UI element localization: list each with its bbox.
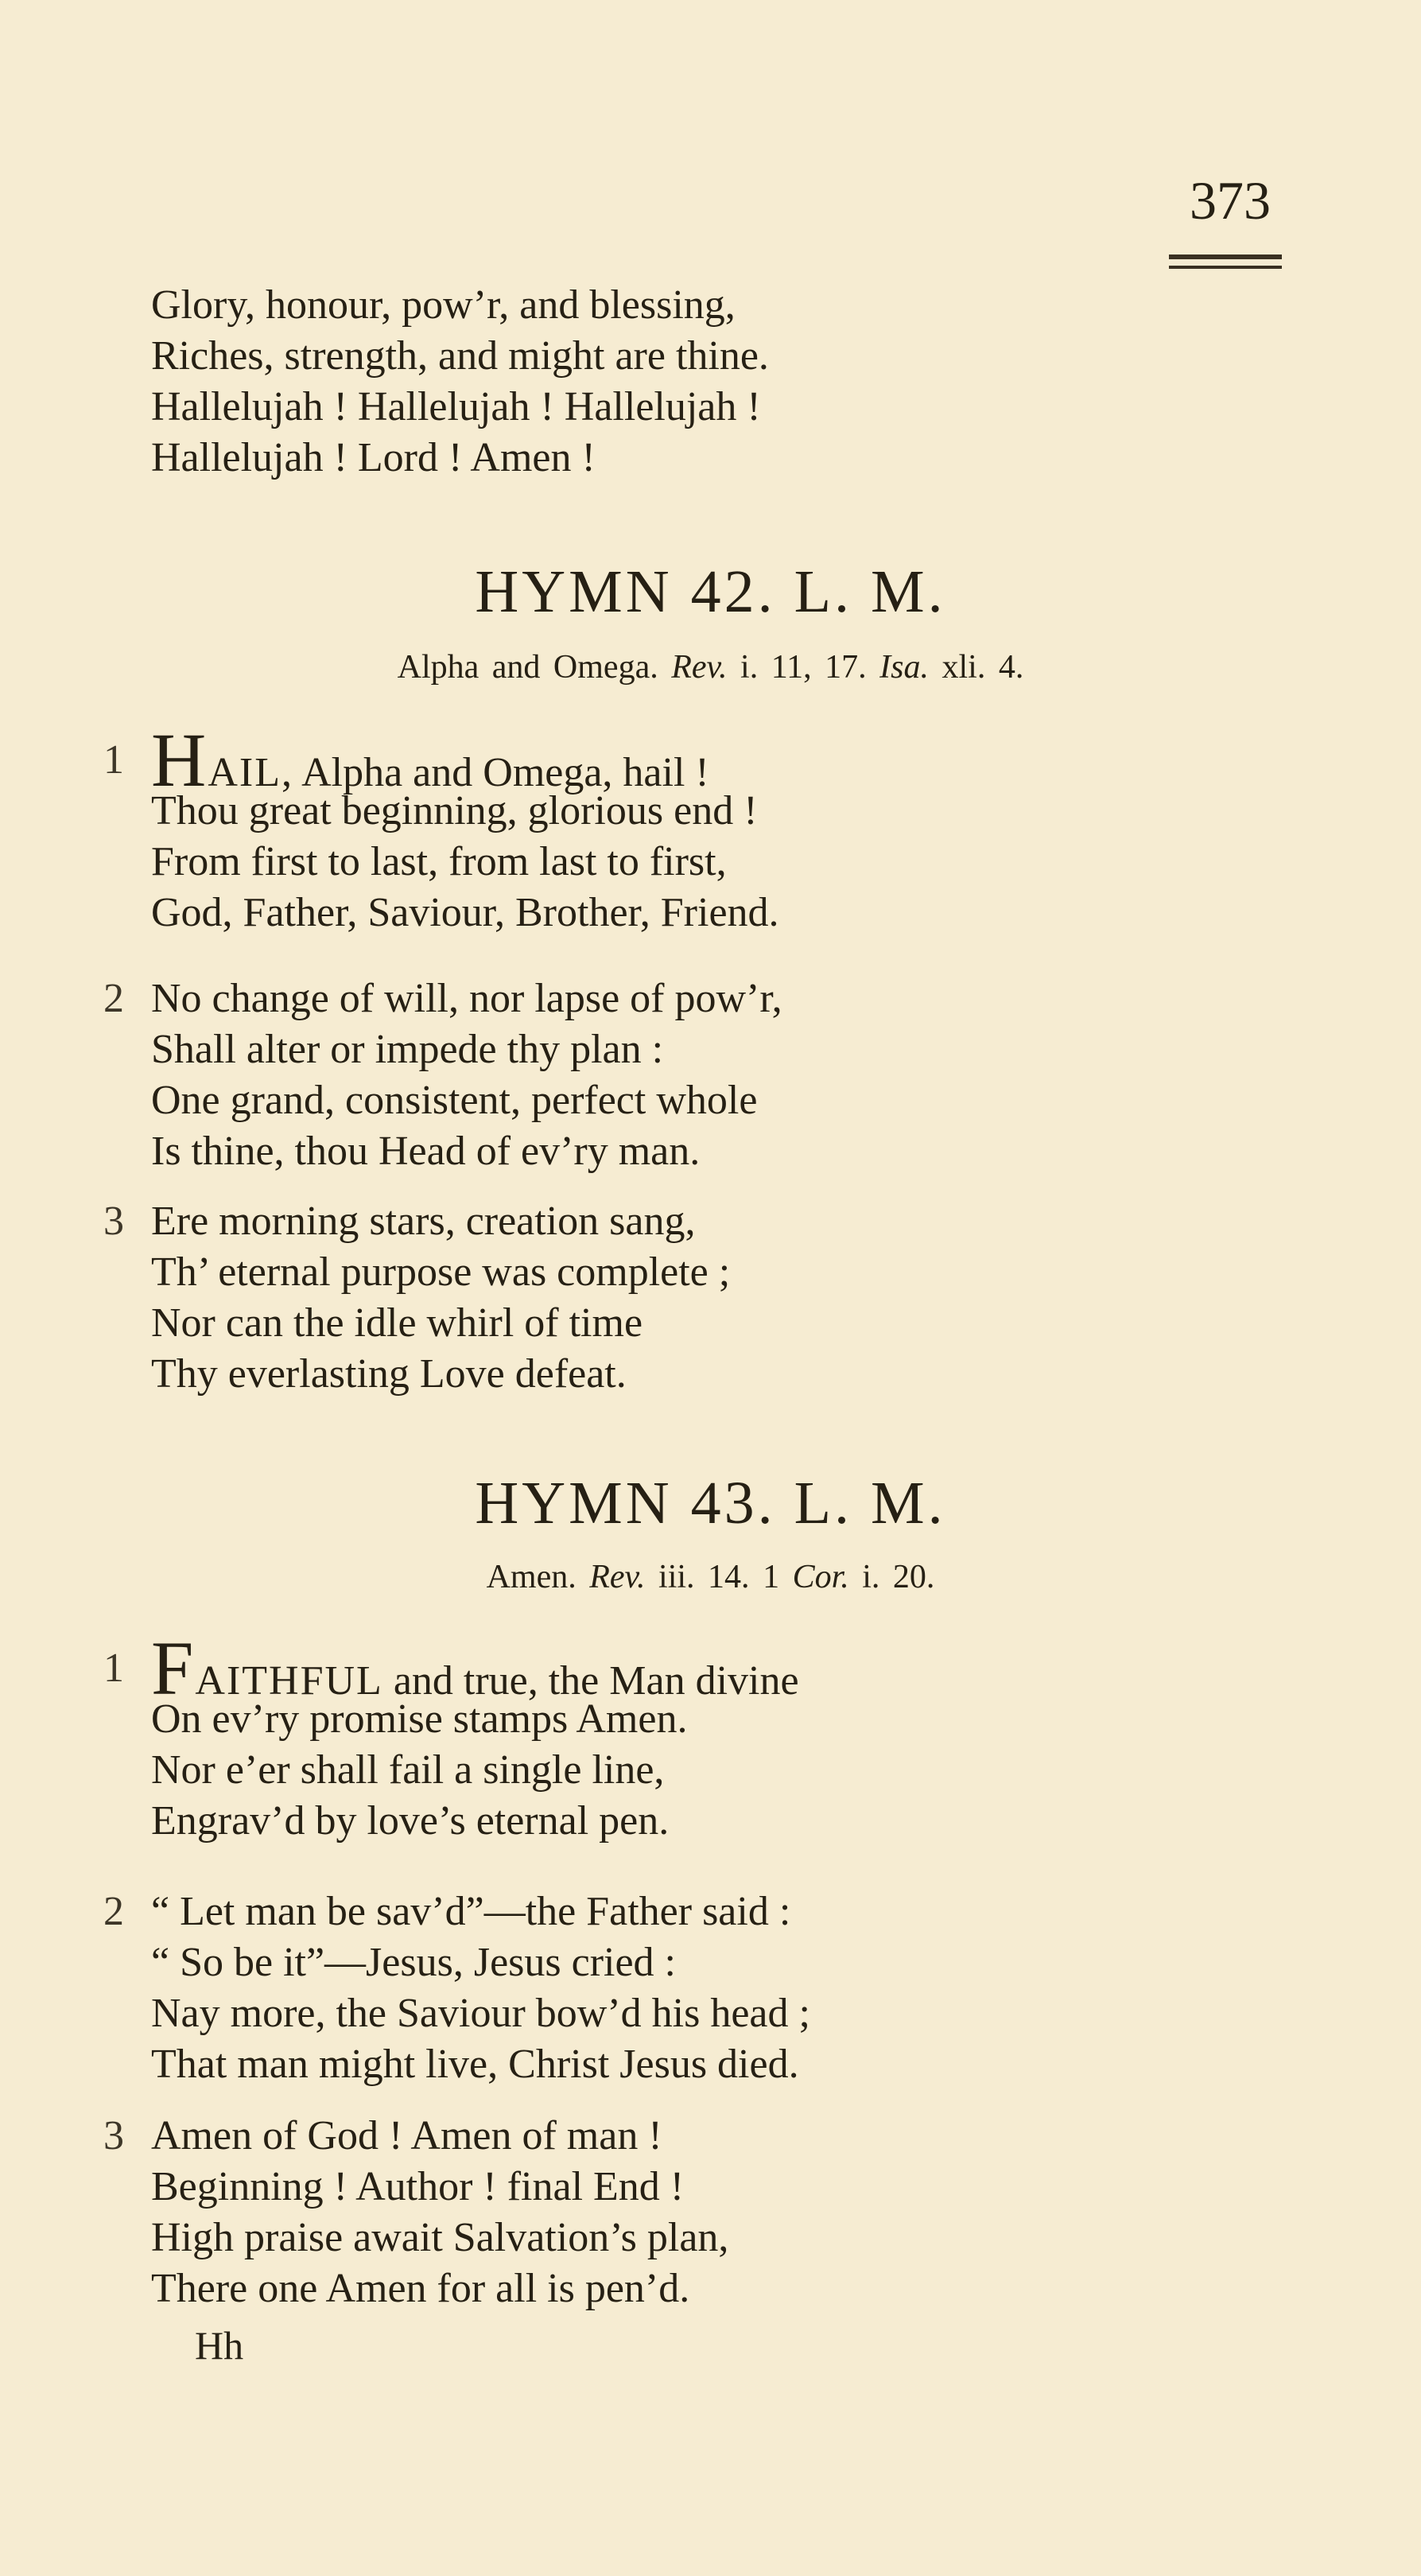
small-caps-word: AIL, (208, 750, 293, 795)
verse-line: That man might live, Christ Jesus died. (151, 2042, 799, 2087)
subtitle-text: Amen. (486, 1559, 577, 1595)
verse-first-line (103, 717, 779, 802)
line-rest: Alpha and Omega, hail ! (293, 750, 709, 795)
intro-verse (151, 280, 769, 484)
verse-line: Beginning ! Author ! final End ! (151, 2164, 685, 2209)
verse-line: Hallelujah ! Lord ! Amen ! (151, 435, 596, 480)
verse-line: On ev’ry promise stamps Amen. (151, 1696, 688, 1742)
hymn-43-verse-1 (103, 1626, 799, 1847)
verse-line: High praise await Salvation’s plan, (151, 2215, 729, 2260)
hymn-42-verse-2 (103, 973, 782, 1177)
verse-line: There one Amen for all is pen’d. (151, 2266, 690, 2311)
hymn-42-subtitle (0, 651, 1421, 684)
hymn-42-verse-1 (103, 717, 779, 938)
ref-book: Rev. (589, 1559, 646, 1595)
catchword: Hh (195, 2323, 244, 2368)
hymn-42-verse-3 (103, 1196, 731, 1400)
line-text: Amen of God ! Amen of man ! (151, 2113, 662, 2158)
line-text: Ere morning stars, creation sang, (151, 1199, 696, 1244)
ref-cite: i. 11, 17. (740, 649, 867, 686)
verse-first-line (103, 973, 782, 1024)
verse-line: Nor e’er shall fail a single line, (151, 1747, 665, 1793)
verse-line: Hallelujah ! Hallelujah ! Hallelujah ! (151, 384, 761, 429)
ref-cite: iii. 14. (658, 1559, 750, 1595)
verse-first-line (103, 1196, 730, 1247)
verse-first-line (103, 1626, 799, 1711)
verse-line: From first to last, from last to first, (151, 839, 727, 884)
ref-book: Cor. (792, 1559, 849, 1595)
page-number: 373 (1190, 170, 1271, 231)
verse-line: Riches, strength, and might are thine. (151, 333, 769, 379)
small-caps-word: AITHFUL (195, 1658, 383, 1704)
verse-number: 1 (103, 737, 124, 783)
verse-line: Glory, honour, pow’r, and blessing, (151, 282, 736, 328)
subtitle-text: Alpha and Omega. (397, 649, 658, 686)
verse-line: Is thine, thou Head of ev’ry man. (151, 1129, 701, 1174)
ref-book: Rev. (671, 649, 728, 686)
verse-line: One grand, consistent, perfect whole (151, 1078, 758, 1123)
verse-number: 1 (103, 1645, 124, 1691)
ref-num: 1 (763, 1559, 780, 1595)
verse-first-line (103, 1886, 810, 1937)
verse-number: 3 (103, 2113, 124, 2158)
hymn-43-verse-2 (103, 1886, 810, 2090)
verse-line: Nay more, the Saviour bow’d his head ; (151, 1991, 810, 2036)
hymn-43-subtitle (0, 1560, 1421, 1594)
hymn-43-title: HYMN 43. L. M. (475, 1470, 946, 1537)
verse-line: Shall alter or impede thy plan : (151, 1027, 664, 1072)
drop-cap: F (151, 1626, 196, 1711)
verse-number: 3 (103, 1199, 124, 1244)
ref-cite: xli. 4. (942, 649, 1024, 686)
verse-number: 2 (103, 976, 124, 1021)
line-rest: and true, the Man divine (382, 1658, 799, 1704)
header-rule (1169, 254, 1282, 259)
drop-cap: H (151, 717, 208, 802)
verse-line: “ So be it”—Jesus, Jesus cried : (151, 1940, 677, 1985)
verse-line: Th’ eternal purpose was complete ; (151, 1249, 731, 1295)
verse-line: Thou great beginning, glorious end ! (151, 788, 758, 833)
ref-book: Isa. (879, 649, 930, 686)
verse-first-line (103, 2111, 728, 2162)
verse-line: Nor can the idle whirl of time (151, 1300, 643, 1346)
ref-cite: i. 20. (862, 1559, 935, 1595)
hymn-43-verse-3 (103, 2111, 729, 2314)
verse-line: Engrav’d by love’s eternal pen. (151, 1798, 670, 1844)
verse-number: 2 (103, 1889, 124, 1934)
header-rule-second (1169, 266, 1282, 269)
verse-line: God, Father, Saviour, Brother, Friend. (151, 890, 779, 935)
verse-line: Thy everlasting Love defeat. (151, 1351, 627, 1397)
line-text: “ Let man be sav’d”—the Father said : (151, 1889, 791, 1934)
hymn-42-title: HYMN 42. L. M. (475, 558, 946, 625)
line-text: No change of will, nor lapse of pow’r, (151, 976, 782, 1021)
